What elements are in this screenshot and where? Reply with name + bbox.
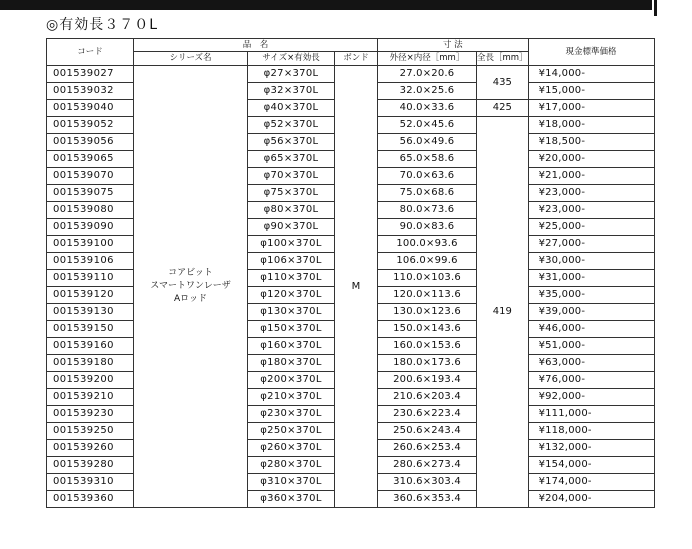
header-od-id: 外径×内径［mm］ — [378, 52, 477, 66]
header-size: サイズ×有効長 — [248, 52, 335, 66]
outer-inner-diameter: 260.6×253.4 — [378, 440, 477, 457]
outer-inner-diameter: 56.0×49.6 — [378, 134, 477, 151]
product-code: 001539032 — [47, 83, 134, 100]
size-cell: φ180×370L — [248, 355, 335, 372]
header-dimensions: 寸 法 — [378, 39, 529, 52]
outer-inner-diameter: 150.0×143.6 — [378, 321, 477, 338]
price-cell: ¥18,000- — [528, 117, 654, 134]
price-cell: ¥31,000- — [528, 270, 654, 287]
size-cell: φ52×370L — [248, 117, 335, 134]
size-cell: φ160×370L — [248, 338, 335, 355]
product-code: 001539310 — [47, 474, 134, 491]
price-cell: ¥18,500- — [528, 134, 654, 151]
product-code: 001539150 — [47, 321, 134, 338]
outer-inner-diameter: 65.0×58.6 — [378, 151, 477, 168]
outer-inner-diameter: 120.0×113.6 — [378, 287, 477, 304]
price-cell: ¥111,000- — [528, 406, 654, 423]
outer-inner-diameter: 280.6×273.4 — [378, 457, 477, 474]
outer-inner-diameter: 160.0×153.6 — [378, 338, 477, 355]
length-cell: 425 — [477, 100, 529, 117]
product-code: 001539130 — [47, 304, 134, 321]
product-code: 001539280 — [47, 457, 134, 474]
product-code: 001539080 — [47, 202, 134, 219]
outer-inner-diameter: 180.0×173.6 — [378, 355, 477, 372]
outer-inner-diameter: 75.0×68.6 — [378, 185, 477, 202]
product-code: 001539040 — [47, 100, 134, 117]
outer-inner-diameter: 90.0×83.6 — [378, 219, 477, 236]
section-heading: ◎有効長３７０L — [46, 17, 159, 33]
series-name-line: コアビット — [168, 268, 213, 278]
size-cell: φ65×370L — [248, 151, 335, 168]
outer-inner-diameter: 106.0×99.6 — [378, 253, 477, 270]
spec-table — [46, 38, 655, 508]
size-cell: φ260×370L — [248, 440, 335, 457]
product-code: 001539160 — [47, 338, 134, 355]
price-cell: ¥35,000- — [528, 287, 654, 304]
table-body — [47, 66, 655, 508]
size-cell: φ230×370L — [248, 406, 335, 423]
product-code: 001539070 — [47, 168, 134, 185]
product-code: 001539056 — [47, 134, 134, 151]
size-cell: φ80×370L — [248, 202, 335, 219]
bond-cell: M — [335, 66, 378, 508]
outer-inner-diameter: 80.0×73.6 — [378, 202, 477, 219]
price-cell: ¥23,000- — [528, 202, 654, 219]
price-cell: ¥20,000- — [528, 151, 654, 168]
price-cell: ¥25,000- — [528, 219, 654, 236]
header-price: 現金標準価格 — [528, 39, 654, 66]
size-cell: φ90×370L — [248, 219, 335, 236]
length-cell: 419 — [477, 117, 529, 508]
size-cell: φ310×370L — [248, 474, 335, 491]
size-cell: φ100×370L — [248, 236, 335, 253]
product-code: 001539090 — [47, 219, 134, 236]
product-code: 001539065 — [47, 151, 134, 168]
product-code: 001539120 — [47, 287, 134, 304]
product-code: 001539200 — [47, 372, 134, 389]
table-row — [47, 66, 655, 83]
outer-inner-diameter: 130.0×123.6 — [378, 304, 477, 321]
product-code: 001539210 — [47, 389, 134, 406]
price-cell: ¥51,000- — [528, 338, 654, 355]
size-cell: φ360×370L — [248, 491, 335, 508]
size-cell: φ210×370L — [248, 389, 335, 406]
price-cell: ¥30,000- — [528, 253, 654, 270]
price-cell: ¥132,000- — [528, 440, 654, 457]
price-cell: ¥174,000- — [528, 474, 654, 491]
series-name-line: スマートワンレーザ — [150, 281, 231, 291]
product-code: 001539110 — [47, 270, 134, 287]
price-cell: ¥92,000- — [528, 389, 654, 406]
price-cell: ¥15,000- — [528, 83, 654, 100]
outer-inner-diameter: 52.0×45.6 — [378, 117, 477, 134]
price-cell: ¥21,000- — [528, 168, 654, 185]
price-cell: ¥76,000- — [528, 372, 654, 389]
product-code: 001539027 — [47, 66, 134, 83]
price-cell: ¥154,000- — [528, 457, 654, 474]
product-code: 001539180 — [47, 355, 134, 372]
price-cell: ¥39,000- — [528, 304, 654, 321]
product-code: 001539100 — [47, 236, 134, 253]
price-cell: ¥118,000- — [528, 423, 654, 440]
size-cell: φ106×370L — [248, 253, 335, 270]
price-cell: ¥14,000- — [528, 66, 654, 83]
outer-inner-diameter: 100.0×93.6 — [378, 236, 477, 253]
size-cell: φ250×370L — [248, 423, 335, 440]
outer-inner-diameter: 27.0×20.6 — [378, 66, 477, 83]
size-cell: φ27×370L — [248, 66, 335, 83]
product-code: 001539075 — [47, 185, 134, 202]
header-product: 品 名 — [134, 39, 378, 52]
size-cell: φ75×370L — [248, 185, 335, 202]
header-series: シリーズ名 — [134, 52, 248, 66]
outer-inner-diameter: 110.0×103.6 — [378, 270, 477, 287]
size-cell: φ120×370L — [248, 287, 335, 304]
price-cell: ¥46,000- — [528, 321, 654, 338]
size-cell: φ200×370L — [248, 372, 335, 389]
price-cell: ¥27,000- — [528, 236, 654, 253]
outer-inner-diameter: 360.6×353.4 — [378, 491, 477, 508]
product-code: 001539360 — [47, 491, 134, 508]
price-cell: ¥23,000- — [528, 185, 654, 202]
size-cell: φ150×370L — [248, 321, 335, 338]
header-code: コード — [47, 39, 134, 66]
price-cell: ¥17,000- — [528, 100, 654, 117]
header-bond: ボンド — [335, 52, 378, 66]
top-header-bar — [0, 0, 652, 10]
outer-inner-diameter: 210.6×203.4 — [378, 389, 477, 406]
product-code: 001539052 — [47, 117, 134, 134]
series-name-cell — [134, 66, 248, 508]
outer-inner-diameter: 250.6×243.4 — [378, 423, 477, 440]
outer-inner-diameter: 310.6×303.4 — [378, 474, 477, 491]
size-cell: φ130×370L — [248, 304, 335, 321]
product-code: 001539230 — [47, 406, 134, 423]
price-cell: ¥204,000- — [528, 491, 654, 508]
size-cell: φ110×370L — [248, 270, 335, 287]
outer-inner-diameter: 40.0×33.6 — [378, 100, 477, 117]
product-code: 001539106 — [47, 253, 134, 270]
outer-inner-diameter: 200.6×193.4 — [378, 372, 477, 389]
outer-inner-diameter: 32.0×25.6 — [378, 83, 477, 100]
size-cell: φ56×370L — [248, 134, 335, 151]
series-name-line: Aロッド — [174, 294, 207, 304]
outer-inner-diameter: 230.6×223.4 — [378, 406, 477, 423]
product-code: 001539250 — [47, 423, 134, 440]
size-cell: φ70×370L — [248, 168, 335, 185]
size-cell: φ40×370L — [248, 100, 335, 117]
product-code: 001539260 — [47, 440, 134, 457]
price-cell: ¥63,000- — [528, 355, 654, 372]
header-edge-mark — [654, 0, 657, 16]
size-cell: φ32×370L — [248, 83, 335, 100]
header-length: 全長［mm］ — [477, 52, 529, 66]
length-cell: 435 — [477, 66, 529, 100]
size-cell: φ280×370L — [248, 457, 335, 474]
outer-inner-diameter: 70.0×63.6 — [378, 168, 477, 185]
